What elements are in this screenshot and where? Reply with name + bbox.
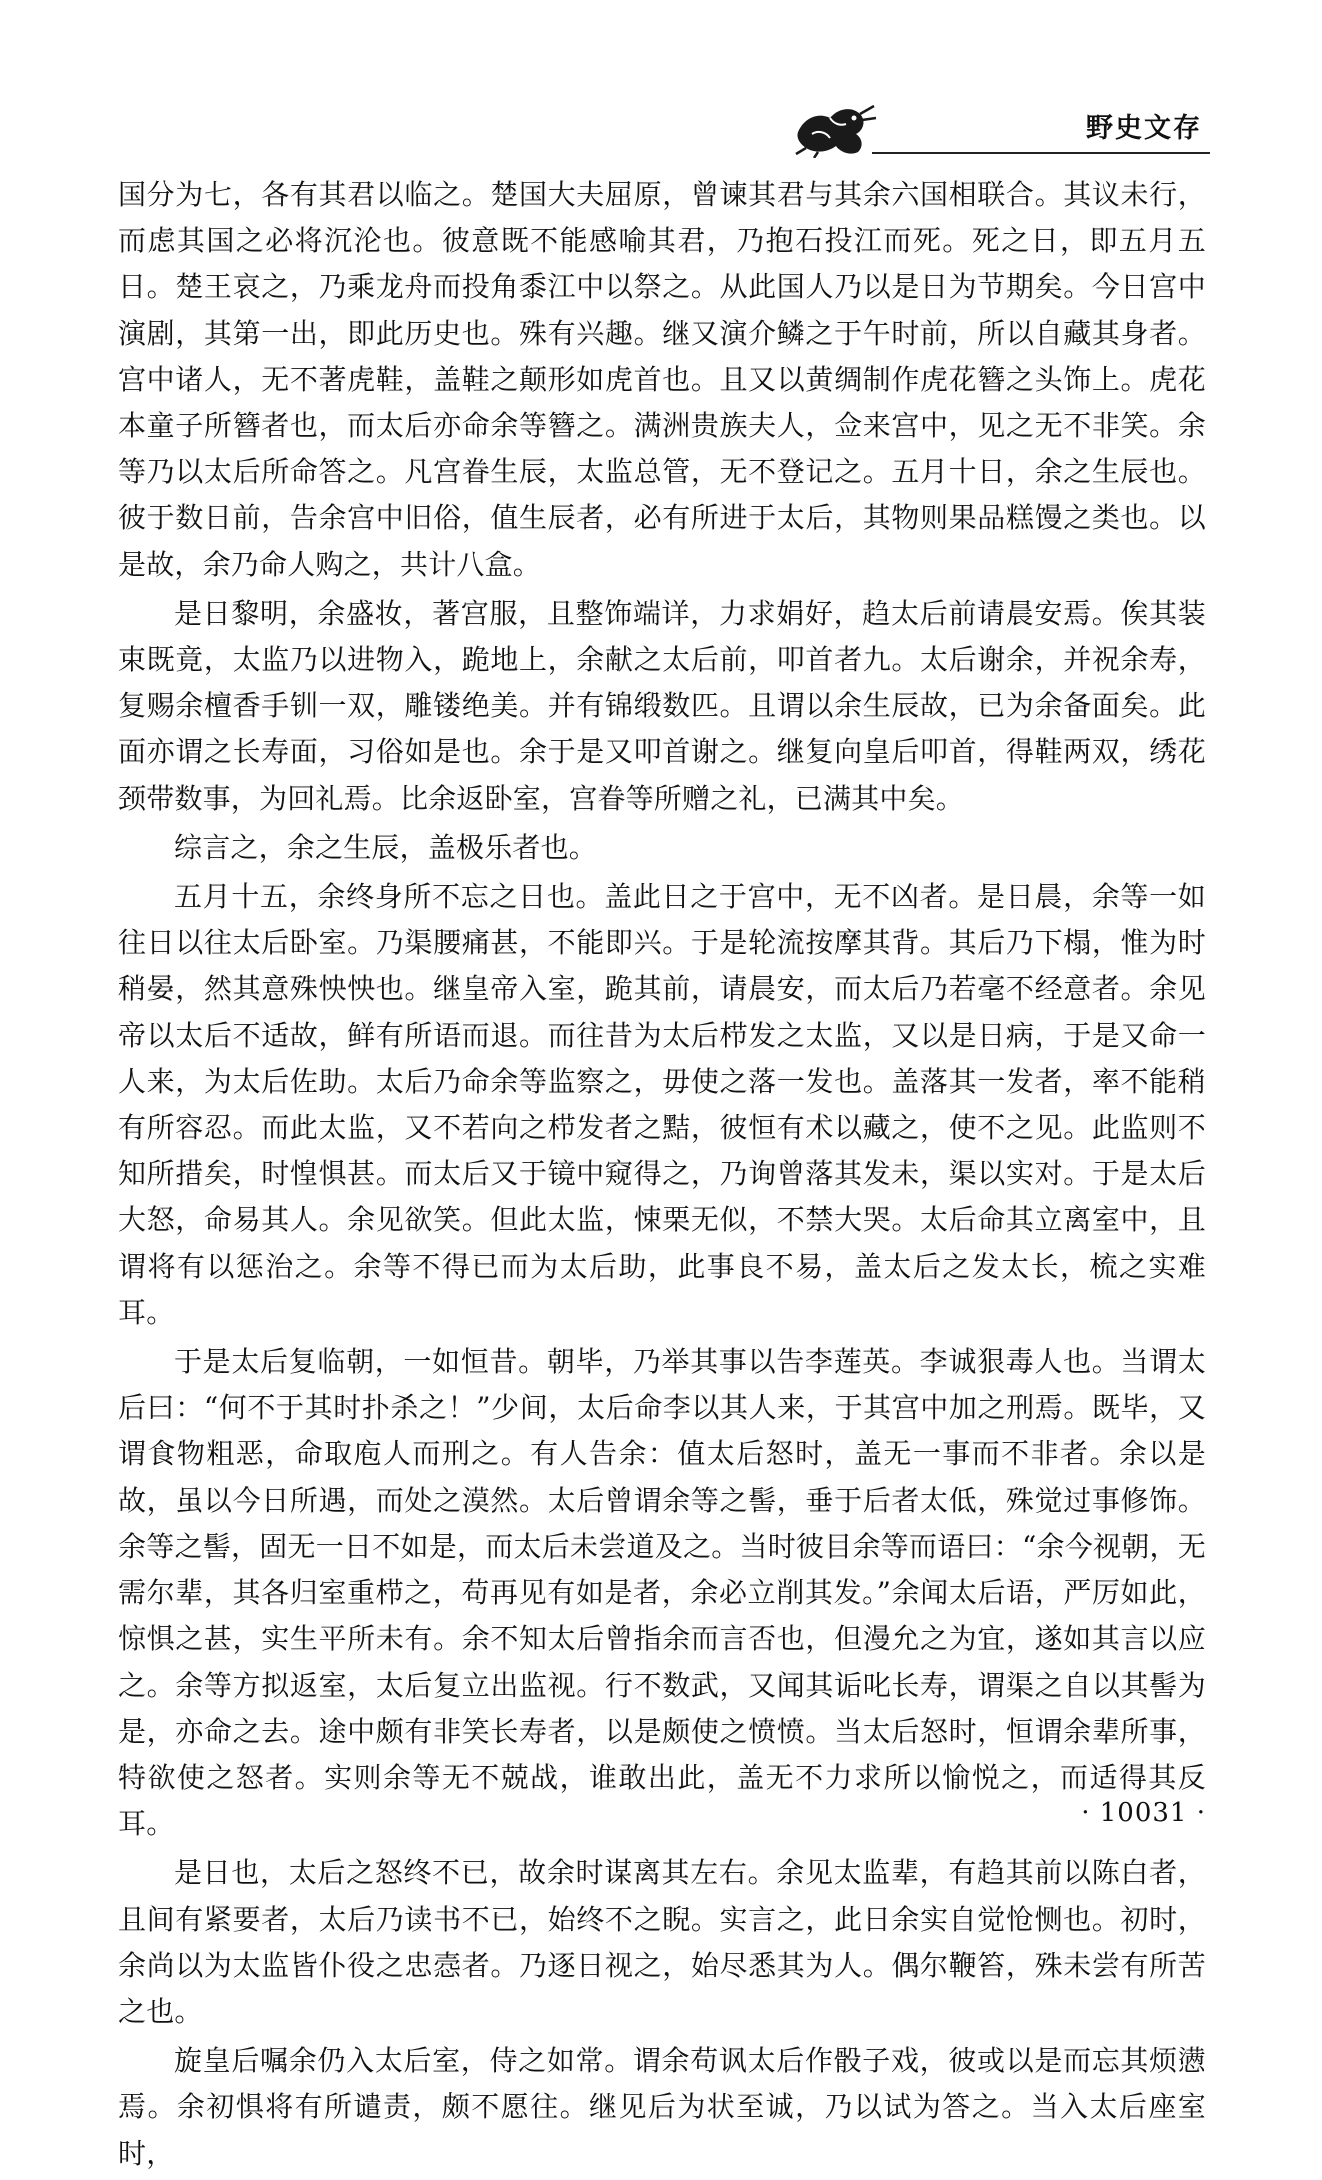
running-header: [790, 90, 1210, 160]
paragraph: 是日也，太后之怒终不已，故余时谋离其左右。余见太监辈，有趋其前以陈白者，且间有紧要者，太后乃读书不已，始终不之睨。实言之，此日余实自觉怆恻也。初时，余尚以为太监皆仆役之忠悫者。乃逐日视之，始尽悉其为人。偶尔鞭笞，殊未尝有所苦之也。: [118, 1856, 1206, 2028]
paragraph: 综言之，余之生辰，盖极乐者也。: [174, 830, 598, 864]
paragraph: 国分为七，各有其君以临之。楚国大夫屈原，曾谏其君与其余六国相联合。其议未行，而虑其国之必将沉沦也。彼意既不能感喻其君，乃抱石投江而死。死之日，即五月五日。楚王哀之，乃乘龙舟而投角黍江中以祭之。从此国人乃以是日为节期矣。今日宫中演剧，其第一出，即此历史也。殊有兴趣。继又演介鳞之于午时前，所以自藏其身者。宫中诸人，无不著虎鞋，盖鞋之颠形如虎首也。且又以黄绸制作虎花簪之头饰上。虎花本童子所簪者也，而太后亦命余等簪之。满洲贵族夫人，佥来宫中，见之无不非笑。余等乃以太后所命答之。凡宫眷生辰，太监总管，无不登记之。五月十日，余之生辰也。彼于数日前，告余宫中旧俗，值生辰者，必有所进于太后，其物则果品糕馒之类也。以是故，余乃命人购之，共计八盒。: [118, 178, 1206, 581]
paragraph: 是日黎明，余盛妆，著宫服，且整饰端详，力求娟好，趋太后前请晨安焉。俟其装束既竟，太监乃以进物入，跪地上，余献之太后前，叩首者九。太后谢余，并祝余寿，复赐余檀香手钏一双，雕镂绝美。并有锦缎数匹。且谓以余生辰故，已为余备面矣。此面亦谓之长寿面，习俗如是也。余于是又叩首谢之。继复向皇后叩首，得鞋两双，绣花颈带数事，为回礼焉。比余返卧室，宫眷等所赠之礼，已满其中矣。: [118, 596, 1206, 815]
page-number: · 10031 ·: [1081, 1798, 1206, 1828]
dragon-emblem-icon: [790, 98, 880, 158]
body-text: [118, 172, 1206, 2180]
series-title: 野史文存: [1086, 113, 1202, 144]
paragraph: 旋皇后嘱余仍入太后室，侍之如常。谓余苟讽太后作骰子戏，彼或以是而忘其烦懑焉。余初惧将有所谴责，颇不愿往。继见后为状至诚，乃以试为答之。当入太后座室时，: [118, 2044, 1206, 2170]
paragraph: 于是太后复临朝，一如恒昔。朝毕，乃举其事以告李莲英。李诚狠毒人也。当谓太后曰：“何不于其时扑杀之！”少间，太后命李以其人来，于其宫中加之刑焉。既毕，又谓食物粗恶，命取庖人而刑之。有人告余：值太后怒时，盖无一事而不非者。余以是故，虽以今日所遇，而处之漠然。太后曾谓余等之髻，垂于后者太低，殊觉过事修饰。余等之髻，固无一日不如是，而太后未尝道及之。当时彼目余等而语曰：“余今视朝，无需尔辈，其各归室重栉之，苟再见有如是者，余必立削其发。”余闻太后语，严厉如此，惊惧之甚，实生平所未有。余不知太后曾指余而言否也，但漫允之为宜，遂如其言以应之。余等方拟返室，太后复立出监视。行不数武，又闻其诟叱长寿，谓渠之自以其髻为是，亦命之去。途中颇有非笑长寿者，以是颇使之愤愤。当太后怒时，恒谓余辈所事，特欲使之怒者。实则余等无不兢战，谁敢出此，盖无不力求所以愉悦之，而适得其反耳。: [118, 1345, 1206, 1841]
paragraph: 五月十五，余终身所不忘之日也。盖此日之于宫中，无不凶者。是日晨，余等一如往日以往太后卧室。乃渠腰痛甚，不能即兴。于是轮流按摩其背。其后乃下榻，惟为时稍晏，然其意殊怏怏也。继皇帝入室，跪其前，请晨安，而太后乃若毫不经意者。余见帝以太后不适故，鲜有所语而退。而往昔为太后栉发之太监，又以是日病，于是又命一人来，为太后佐助。太后乃命余等监察之，毋使之落一发也。盖落其一发者，率不能稍有所容忍。而此太监，又不若向之栉发者之黠，彼恒有术以藏之，使不之见。此监则不知所措矣，时惶惧甚。而太后又于镜中窥得之，乃询曾落其发未，渠以实对。于是太后大怒，命易其人。余见欲笑。但此太监，悚栗无似，不禁大哭。太后命其立离室中，且谓将有以惩治之。余等不得已而为太后助，此事良不易，盖太后之发太长，梳之实难耳。: [118, 880, 1206, 1329]
header-rule: [872, 152, 1210, 154]
